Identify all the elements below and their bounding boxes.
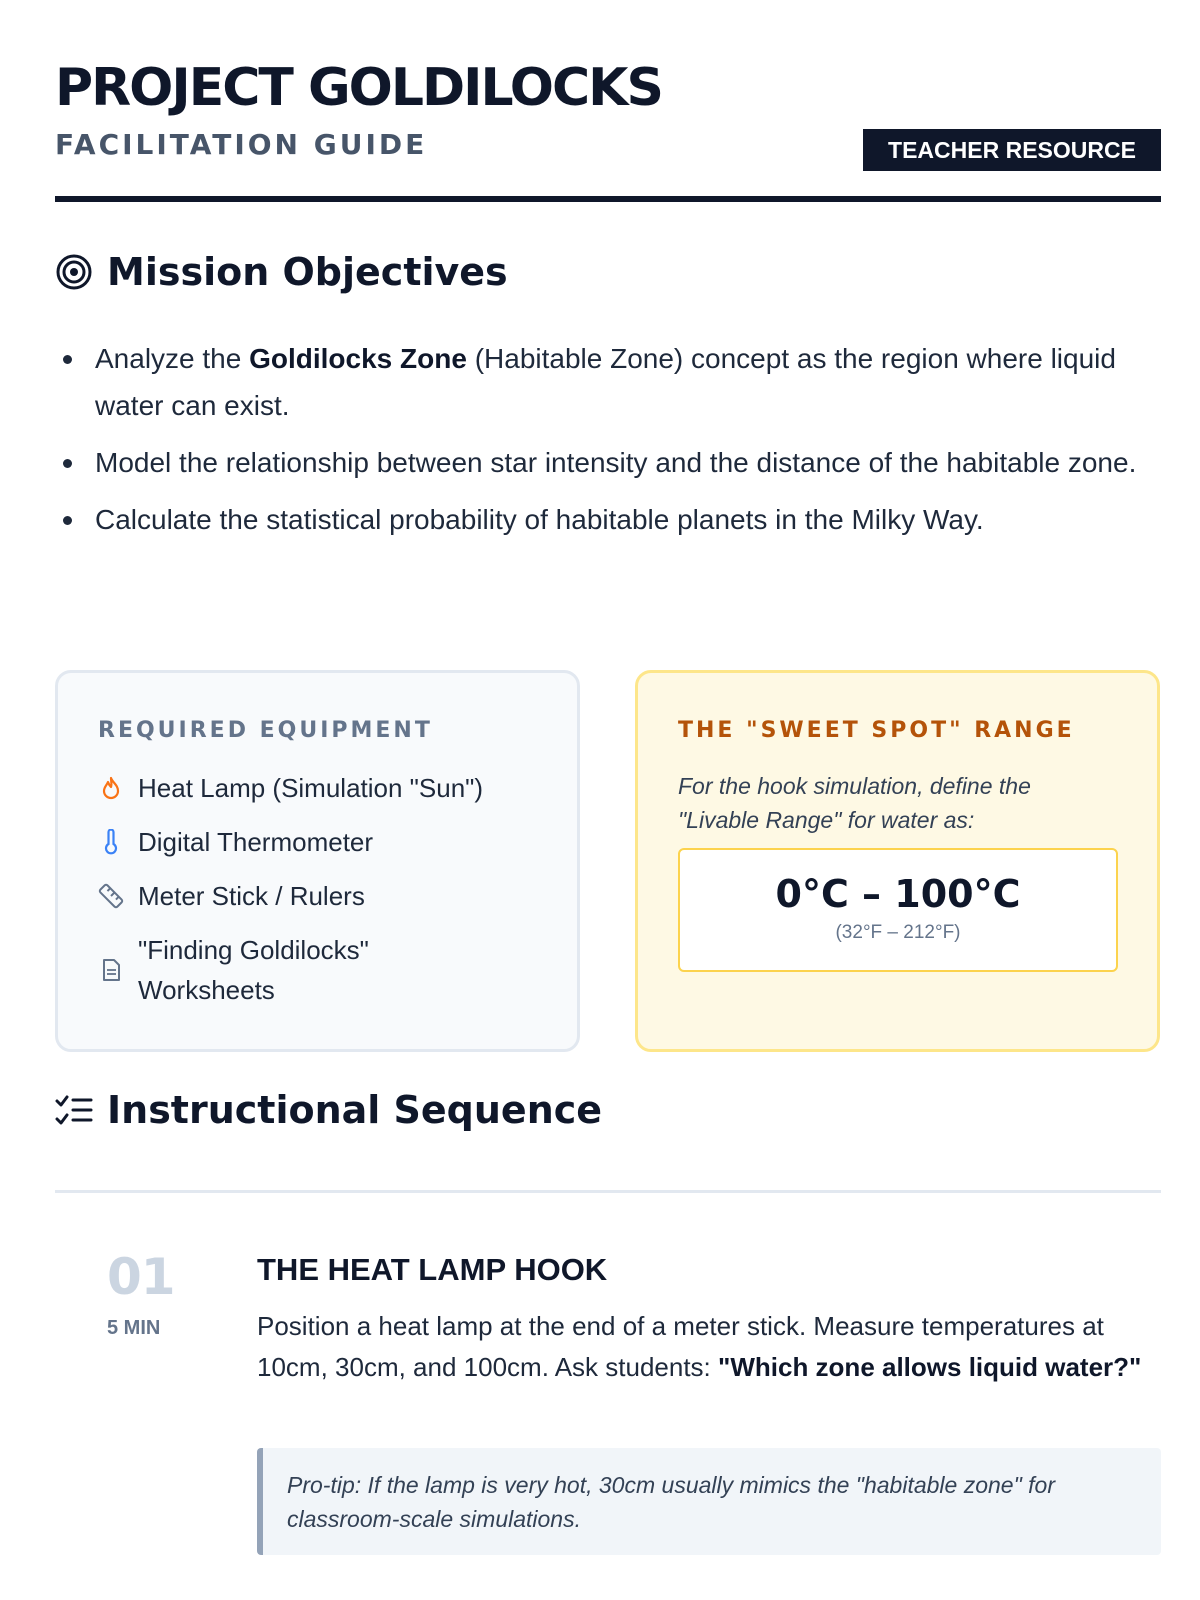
sequence-heading-text: Instructional Sequence [107,1088,603,1132]
list-item: Calculate the statistical probability of habitable planets in the Milky Way. [55,496,1155,543]
sweet-spot-label: THE "SWEET SPOT" RANGE [678,718,1075,743]
range-value-box [678,848,1118,972]
range-celsius: 0°C – 100°C [775,872,1021,916]
page-title: PROJECT GOLDILOCKS [55,58,662,118]
section-divider [55,1190,1161,1193]
step-title: THE HEAT LAMP HOOK [257,1252,608,1287]
sweet-spot-card [635,670,1160,1052]
list-item: Analyze the Goldilocks Zone (Habitable Zone) concept as the region where liquid water can exist. [55,335,1155,429]
document-icon [98,957,124,983]
sequence-heading [55,1088,602,1132]
list-item: Digital Thermometer [98,822,548,862]
target-icon [55,253,93,291]
facilitation-guide-page [55,0,1161,1600]
ruler-icon [98,883,124,909]
objectives-list [55,335,1155,553]
list-item: Heat Lamp (Simulation "Sun") [98,768,548,808]
step-description: Position a heat lamp at the end of a meter stick. Measure temperatures at 10cm, 30cm, and 100cm. Ask students: "Which zone allows liquid water?" [257,1311,1142,1382]
checklist-icon [55,1094,93,1126]
list-item: Meter Stick / Rulers [98,876,548,916]
equipment-label: REQUIRED EQUIPMENT [98,718,433,743]
flame-icon [98,775,124,801]
thermometer-icon [98,829,124,855]
list-item: Model the relationship between star intensity and the distance of the habitable zone. [55,439,1155,486]
range-fahrenheit: (32°F – 212°F) [835,922,961,943]
page-subtitle: FACILITATION GUIDE [55,128,428,161]
page-header [55,52,1161,202]
step-number: 01 [107,1248,175,1306]
range-intro: For the hook simulation, define the "Livable Range" for water as: [678,773,1031,833]
objectives-heading [55,250,508,294]
pro-tip-callout: Pro-tip: If the lamp is very hot, 30cm usually mimics the "habitable zone" for classroom-scale simulations. [257,1448,1161,1555]
list-item: "Finding Goldilocks" Worksheets [98,930,548,1010]
step-duration: 5 MIN [107,1317,161,1339]
teacher-resource-badge: TEACHER RESOURCE [863,129,1161,171]
equipment-card [55,670,580,1052]
objectives-heading-text: Mission Objectives [107,250,508,294]
equipment-list [98,768,548,1024]
